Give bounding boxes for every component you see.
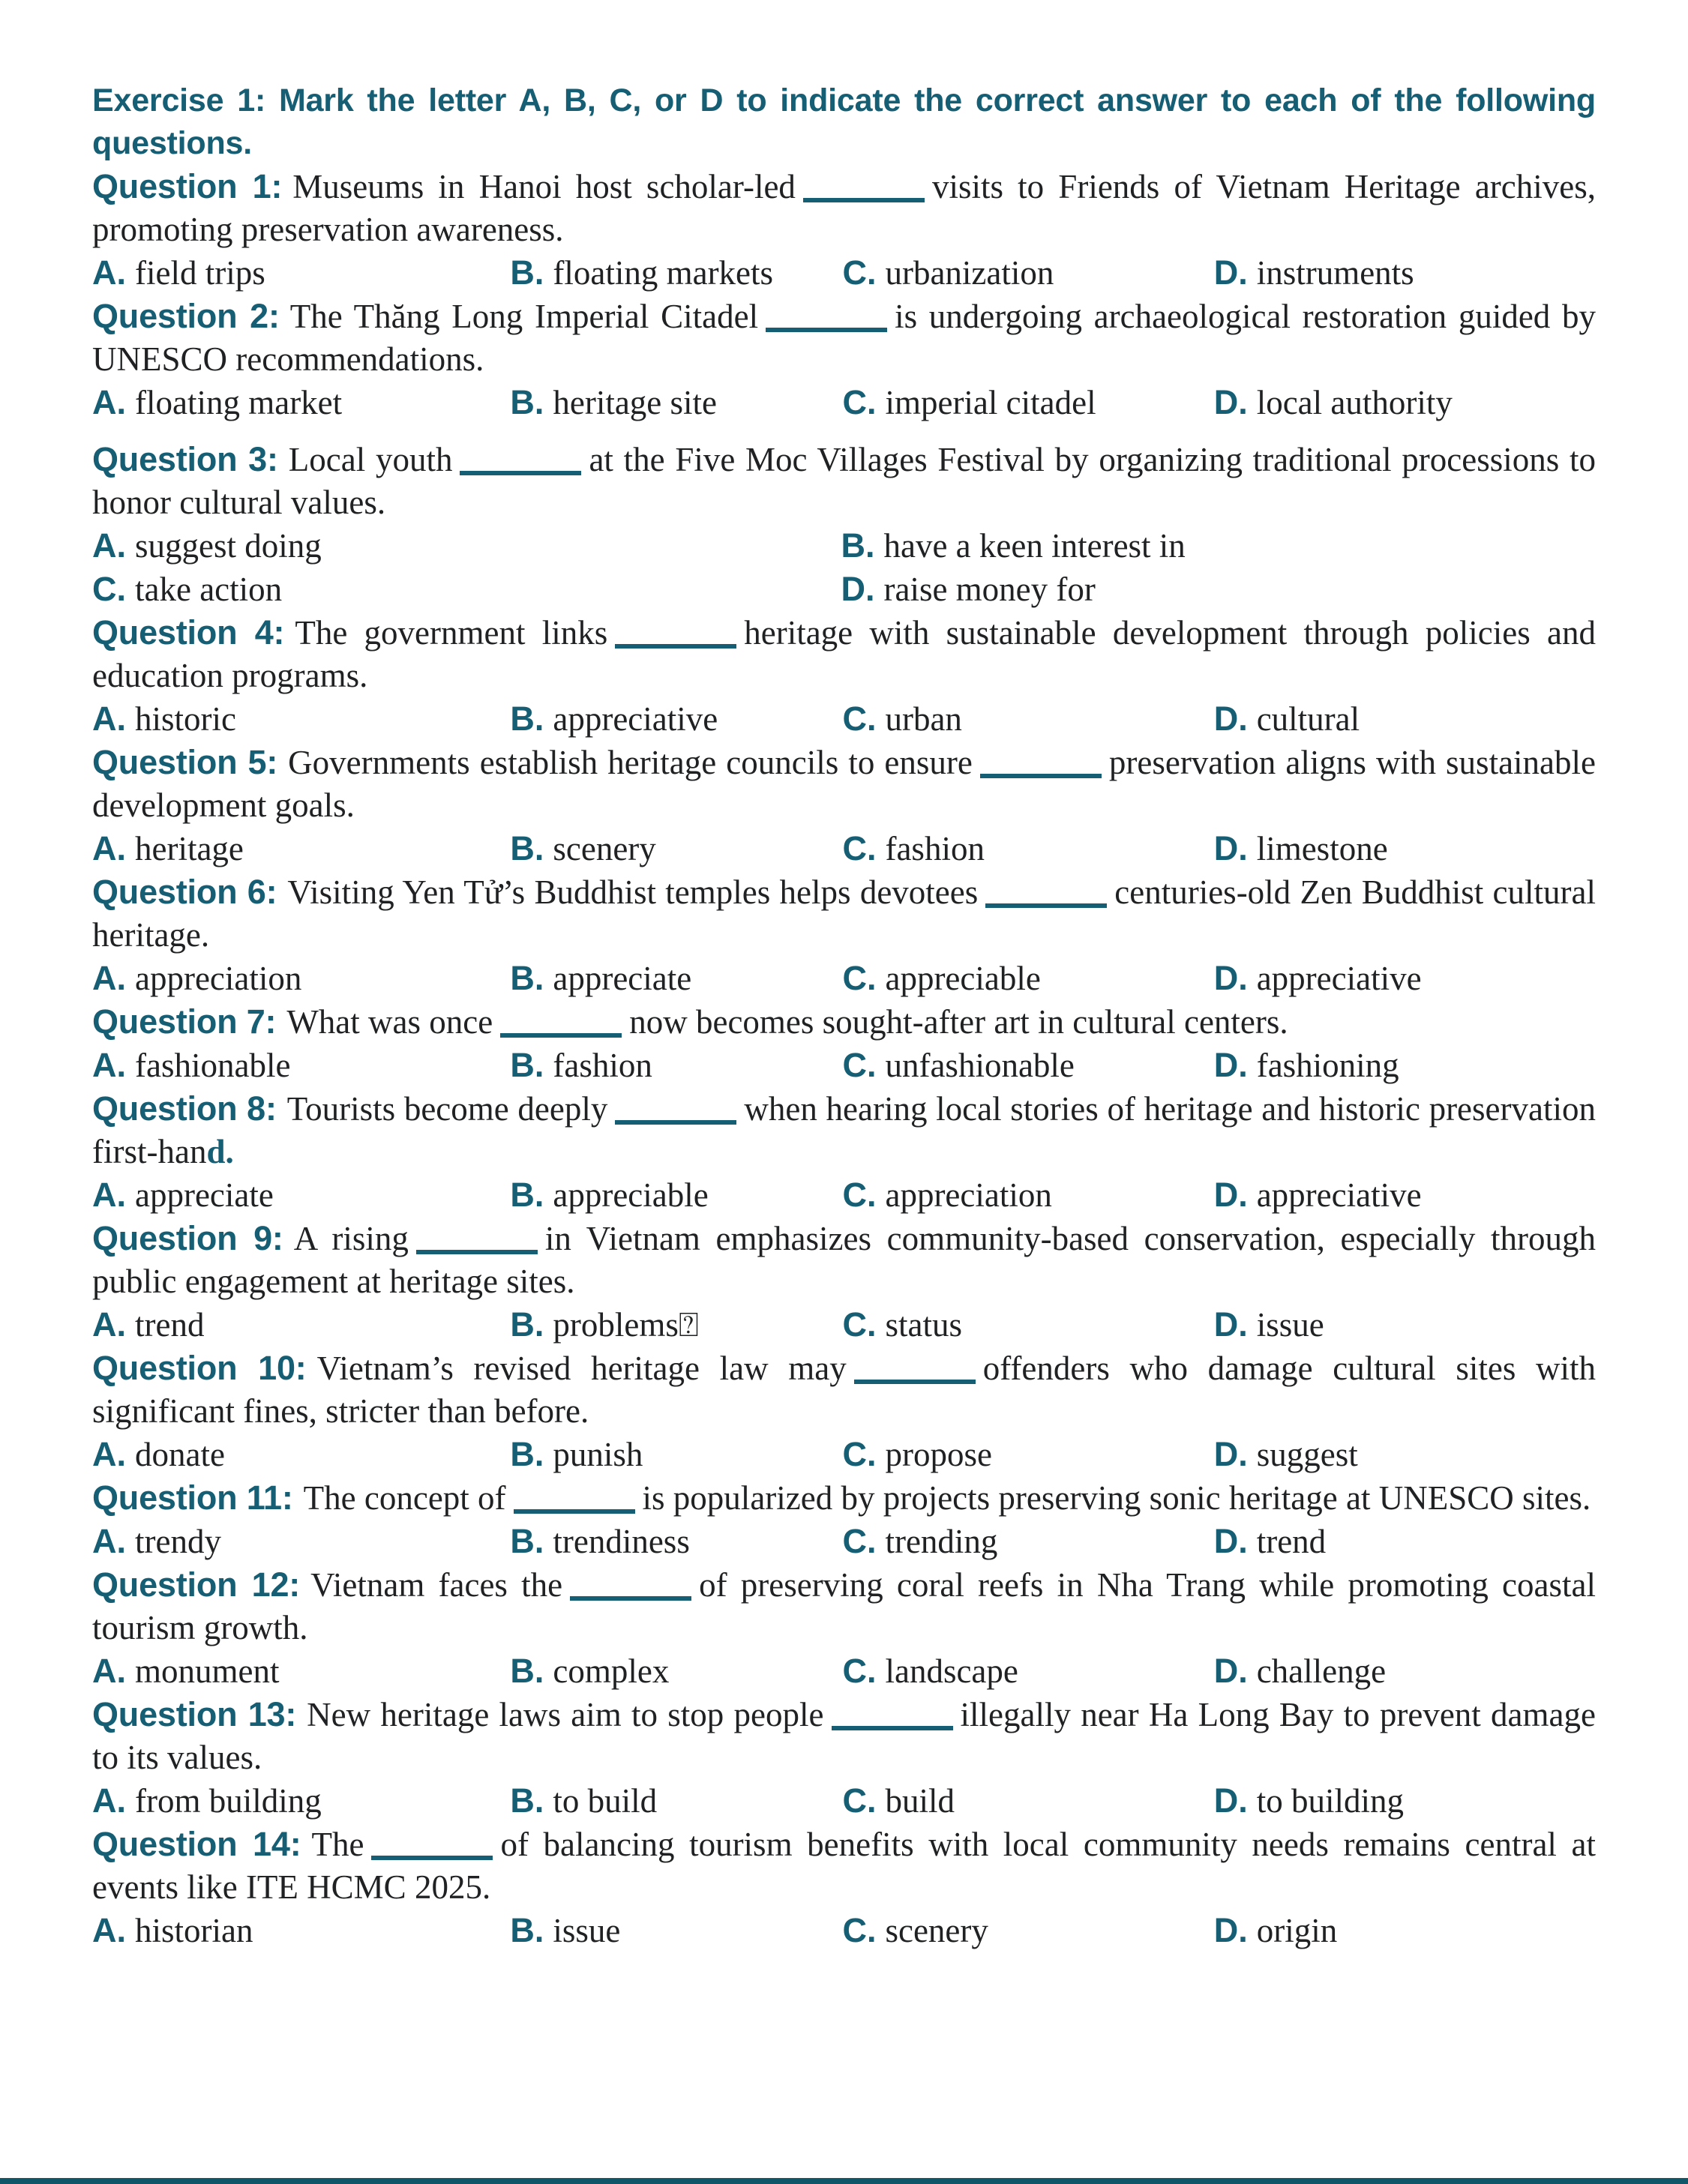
question-pre: The government links	[295, 614, 608, 652]
option	[1214, 697, 1596, 741]
question-label: Question 5:	[92, 743, 278, 781]
option	[842, 1173, 1213, 1217]
option-letter: C.	[842, 959, 877, 997]
question-label: Question 14:	[92, 1825, 301, 1863]
answer-blank	[615, 1111, 736, 1125]
option-letter: A.	[92, 829, 126, 867]
question-post: when hearing local stories of heritage and historic preservation first-han	[92, 1090, 1596, 1170]
question-block	[92, 1087, 1596, 1217]
option-text: suggest doing	[135, 527, 322, 565]
question-text	[92, 1087, 1596, 1173]
question-pre: The Thăng Long Imperial Citadel	[289, 298, 759, 335]
option	[92, 381, 510, 424]
question-post: is popularized by projects preserving sonic heritage at UNESCO sites.	[642, 1479, 1591, 1517]
option-letter: B.	[510, 253, 544, 292]
option	[510, 251, 842, 295]
option-letter: D.	[1213, 1176, 1248, 1214]
options-row	[92, 827, 1596, 870]
question-post-accent: d.	[206, 1133, 234, 1170]
option-text: fashionable	[135, 1047, 291, 1084]
option-letter: A.	[92, 1435, 126, 1473]
options-row	[92, 1909, 1596, 1952]
answer-blank	[980, 765, 1102, 778]
options-row	[92, 957, 1596, 1000]
option-text: trending	[885, 1523, 998, 1560]
question-text	[92, 1563, 1596, 1649]
question-label: Question 4:	[92, 613, 285, 652]
option-text: urban	[885, 700, 962, 738]
option	[92, 1303, 510, 1347]
option-text: limestone	[1256, 830, 1388, 867]
option-letter: D.	[1213, 1522, 1248, 1560]
question-block	[92, 870, 1596, 1000]
option-letter: D.	[1213, 253, 1248, 292]
question-text	[92, 870, 1596, 957]
options-row	[92, 1303, 1596, 1347]
option-text: trendy	[135, 1523, 221, 1560]
option-text: historic	[135, 700, 236, 738]
question-block	[92, 1347, 1596, 1476]
option-text: heritage	[135, 830, 244, 867]
option-text: floating markets	[553, 254, 774, 292]
option	[1214, 1520, 1596, 1563]
option	[1214, 1649, 1596, 1693]
question-label: Question 3:	[92, 440, 278, 478]
option-letter: C.	[842, 253, 877, 292]
option-text: imperial citadel	[885, 384, 1096, 421]
answer-blank	[416, 1241, 538, 1254]
option-letter: D.	[1213, 700, 1248, 738]
question-pre: New heritage laws aim to stop people	[307, 1696, 824, 1733]
question-pre: A rising	[293, 1220, 409, 1257]
option-text: trend	[135, 1306, 205, 1344]
question-text	[92, 1476, 1596, 1520]
option	[92, 1433, 510, 1476]
answer-blank	[803, 189, 925, 202]
answer-blank	[460, 462, 581, 475]
option-text: origin	[1256, 1912, 1338, 1949]
option	[841, 524, 1596, 568]
option-letter: A.	[92, 1176, 126, 1214]
option-text: floating market	[135, 384, 343, 421]
question-pre: Governments establish heritage councils to ensure	[288, 744, 973, 781]
option	[510, 1649, 842, 1693]
question-post: offenders who damage cultural sites with significant fines, stricter than before.	[92, 1350, 1596, 1430]
option-text: fashion	[553, 1047, 652, 1084]
option-letter: D.	[1213, 1781, 1248, 1820]
options-row	[92, 1779, 1596, 1823]
question-label: Question 13:	[92, 1695, 297, 1733]
option-text: fashioning	[1256, 1047, 1399, 1084]
question-label: Question 11:	[92, 1478, 293, 1517]
question-label: Question 6:	[92, 873, 277, 911]
option-text: trendiness	[553, 1523, 690, 1560]
question-post: at the Five Moc Villages Festival by organizing traditional processions to honor cultural values.	[92, 441, 1596, 521]
question-post: heritage with sustainable development through policies and education programs.	[92, 614, 1596, 694]
option-text: issue	[553, 1912, 621, 1949]
options-row	[92, 1173, 1596, 1217]
option-text: historian	[135, 1912, 253, 1949]
option-text: fashion	[885, 830, 985, 867]
option	[510, 1909, 842, 1952]
option-text: appreciate	[553, 960, 692, 997]
question-text	[92, 438, 1596, 524]
option	[1214, 1044, 1596, 1087]
option-text: heritage site	[553, 384, 718, 421]
option-letter: A.	[92, 1522, 126, 1560]
option	[92, 1779, 510, 1823]
option-letter: C.	[842, 700, 877, 738]
option	[510, 1044, 842, 1087]
option-letter: B.	[510, 829, 544, 867]
answer-blank	[514, 1500, 635, 1514]
options-row	[92, 1433, 1596, 1476]
option-letter: D.	[1213, 1305, 1248, 1344]
option-letter: B.	[510, 700, 544, 738]
option-letter: C.	[842, 1652, 877, 1690]
option-letter: A.	[92, 1781, 126, 1820]
question-block	[92, 611, 1596, 741]
option	[1214, 1909, 1596, 1952]
option	[1214, 381, 1596, 424]
question-pre: The concept of	[303, 1479, 506, 1517]
option	[842, 1433, 1213, 1476]
question-pre: Visiting Yen Tử’s Buddhist temples helps devotees	[287, 873, 979, 911]
option	[1214, 1779, 1596, 1823]
option	[92, 1649, 510, 1693]
question-post: of balancing tourism benefits with local community needs remains central at events like ITE HCMC 2025.	[92, 1826, 1596, 1906]
option-letter: A.	[92, 1652, 126, 1690]
option-letter: D.	[1213, 1911, 1248, 1949]
option	[1214, 1173, 1596, 1217]
options-row	[92, 381, 1596, 424]
option	[842, 1303, 1213, 1347]
option-letter: C.	[842, 1911, 877, 1949]
option-text: to build	[553, 1782, 658, 1820]
option	[1214, 957, 1596, 1000]
option	[92, 1520, 510, 1563]
question-block	[92, 1693, 1596, 1823]
question-text	[92, 611, 1596, 697]
option-text: issue	[1256, 1306, 1324, 1344]
options-row	[92, 1649, 1596, 1693]
option-text: cultural	[1256, 700, 1360, 738]
question-block	[92, 165, 1596, 295]
answer-blank	[832, 1717, 953, 1730]
option	[1214, 251, 1596, 295]
question-label: Question 2:	[92, 297, 280, 335]
option-text: landscape	[885, 1652, 1018, 1690]
question-pre: What was once	[286, 1003, 493, 1041]
answer-blank	[570, 1587, 691, 1601]
option-text: take action	[135, 571, 283, 608]
answer-blank	[854, 1371, 976, 1384]
option-letter: C.	[92, 570, 126, 608]
options-row	[92, 524, 1596, 611]
option-text: appreciative	[1256, 1176, 1422, 1214]
option-letter: A.	[92, 383, 126, 421]
option-letter: A.	[92, 1046, 126, 1084]
option-text: scenery	[885, 1912, 988, 1949]
option	[92, 1173, 510, 1217]
option	[92, 524, 841, 568]
option-text: challenge	[1256, 1652, 1387, 1690]
question-label: Question 1:	[92, 167, 283, 205]
option	[510, 1303, 842, 1347]
option-text: urbanization	[885, 254, 1054, 292]
option	[510, 1520, 842, 1563]
option-text: propose	[885, 1436, 992, 1473]
option-text: complex	[553, 1652, 670, 1690]
question-post: of preserving coral reefs in Nha Trang while promoting coastal tourism growth.	[92, 1566, 1596, 1646]
question-pre: Vietnam’s revised heritage law may	[316, 1350, 847, 1387]
option	[842, 381, 1213, 424]
option	[841, 568, 1596, 611]
option	[92, 827, 510, 870]
option-text: appreciable	[553, 1176, 709, 1214]
option-letter: D.	[841, 570, 875, 608]
option-text: unfashionable	[885, 1047, 1075, 1084]
option-text: from building	[135, 1782, 322, 1820]
option-letter: C.	[842, 1435, 877, 1473]
option-text: appreciation	[135, 960, 302, 997]
question-block	[92, 1000, 1596, 1087]
option	[92, 697, 510, 741]
question-post: centuries-old Zen Buddhist cultural heritage.	[92, 873, 1596, 954]
option-letter: B.	[510, 1522, 544, 1560]
question-pre: The	[311, 1826, 364, 1863]
option	[92, 1909, 510, 1952]
answer-blank	[500, 1024, 622, 1038]
option	[842, 251, 1213, 295]
answer-blank	[615, 635, 736, 649]
option-letter: B.	[510, 1435, 544, 1473]
option	[842, 827, 1213, 870]
question-pre: Tourists become deeply	[286, 1090, 608, 1128]
option-text: instruments	[1256, 254, 1414, 292]
question-pre: Museums in Hanoi host scholar-led	[292, 168, 796, 205]
question-label: Question 7:	[92, 1002, 277, 1041]
answer-blank	[371, 1847, 493, 1860]
question-post: preservation aligns with sustainable development goals.	[92, 744, 1596, 824]
option-letter: A.	[92, 526, 126, 565]
question-text	[92, 741, 1596, 827]
question-post: visits to Friends of Vietnam Heritage archives, promoting preservation awareness.	[92, 168, 1596, 248]
option-letter: D.	[1213, 383, 1248, 421]
option-text: appreciable	[885, 960, 1041, 997]
option-text: appreciative	[1256, 960, 1422, 997]
option	[842, 1520, 1213, 1563]
option	[510, 1433, 842, 1476]
option-letter: B.	[510, 1911, 544, 1949]
option	[842, 1909, 1213, 1952]
option	[842, 1044, 1213, 1087]
option	[1214, 827, 1596, 870]
option-text: have a keen interest in	[883, 527, 1186, 565]
question-block	[92, 741, 1596, 870]
option	[510, 1173, 842, 1217]
option	[842, 1649, 1213, 1693]
question-text	[92, 1347, 1596, 1433]
question-text	[92, 1000, 1596, 1044]
question-text	[92, 1693, 1596, 1779]
option-letter: D.	[1213, 1435, 1248, 1473]
option-text: suggest	[1256, 1436, 1358, 1473]
footer-bar	[0, 2178, 1688, 2184]
option	[510, 1779, 842, 1823]
options-row	[92, 1520, 1596, 1563]
option-text: scenery	[553, 830, 656, 867]
option-letter: B.	[510, 1046, 544, 1084]
question-block	[92, 1563, 1596, 1693]
question-text	[92, 1823, 1596, 1909]
option-letter: B.	[841, 526, 875, 565]
option-letter: A.	[92, 253, 126, 292]
question-label: Question 10:	[92, 1349, 307, 1387]
question-post: is undergoing archaeological restoration guided by UNESCO recommendations.	[92, 298, 1596, 378]
option-letter: C.	[842, 1046, 877, 1084]
question-post: now becomes sought-after art in cultural centers.	[629, 1003, 1288, 1041]
option	[842, 957, 1213, 1000]
option-letter: B.	[510, 1652, 544, 1690]
option-letter: D.	[1213, 1046, 1248, 1084]
question-block	[92, 1476, 1596, 1563]
option-letter: D.	[1213, 1652, 1248, 1690]
option	[1214, 1303, 1596, 1347]
question-block	[92, 295, 1596, 424]
option-letter: A.	[92, 700, 126, 738]
option-letter: C.	[842, 1522, 877, 1560]
question-pre: Local youth	[288, 441, 453, 478]
exercise-heading: Exercise 1: Mark the letter A, B, C, or D to indicate the correct answer to each of the following questions.	[92, 82, 1596, 161]
option-letter: C.	[842, 1305, 877, 1344]
option-letter: A.	[92, 959, 126, 997]
answer-blank	[766, 319, 887, 332]
option	[92, 568, 841, 611]
options-row	[92, 697, 1596, 741]
option	[510, 957, 842, 1000]
question-post: in Vietnam emphasizes community-based conservation, especially through public engagement at heritage sites.	[92, 1220, 1596, 1300]
question-block	[92, 438, 1596, 611]
option	[92, 251, 510, 295]
question-pre: Vietnam faces the	[310, 1566, 563, 1604]
option-letter: B.	[510, 1176, 544, 1214]
option	[92, 1044, 510, 1087]
question-text	[92, 295, 1596, 381]
option-text: raise money for	[883, 571, 1096, 608]
question-text	[92, 1217, 1596, 1303]
option	[1214, 1433, 1596, 1476]
question-block	[92, 1217, 1596, 1347]
option-text: trend	[1256, 1523, 1327, 1560]
option	[842, 1779, 1213, 1823]
option-text: appreciative	[553, 700, 718, 738]
option-text: donate	[135, 1436, 225, 1473]
option-text: field trips	[135, 254, 265, 292]
option-letter: D.	[1213, 829, 1248, 867]
option-letter: D.	[1213, 959, 1248, 997]
option	[510, 827, 842, 870]
options-row	[92, 1044, 1596, 1087]
question-label: Question 12:	[92, 1565, 301, 1604]
option-text: local authority	[1256, 384, 1453, 421]
option-letter: C.	[842, 383, 877, 421]
question-list	[92, 165, 1596, 1952]
answer-blank	[985, 894, 1107, 908]
option-text: monument	[135, 1652, 280, 1690]
options-row	[92, 251, 1596, 295]
question-text	[92, 165, 1596, 251]
option	[510, 381, 842, 424]
option	[510, 697, 842, 741]
option-letter: A.	[92, 1911, 126, 1949]
question-post: illegally near Ha Long Bay to prevent damage to its values.	[92, 1696, 1596, 1776]
option-letter: C.	[842, 1176, 877, 1214]
option-text: build	[885, 1782, 955, 1820]
option-text: appreciation	[885, 1176, 1052, 1214]
option-text: problems⍰	[553, 1306, 699, 1344]
option-letter: B.	[510, 1305, 544, 1344]
option-text: appreciate	[135, 1176, 274, 1214]
option-letter: C.	[842, 829, 877, 867]
option-letter: A.	[92, 1305, 126, 1344]
option-text: punish	[553, 1436, 643, 1473]
question-label: Question 8:	[92, 1089, 277, 1128]
question-block	[92, 1823, 1596, 1952]
option	[92, 957, 510, 1000]
option-letter: B.	[510, 1781, 544, 1820]
question-label: Question 9:	[92, 1219, 283, 1257]
option-text: to building	[1256, 1782, 1404, 1820]
option	[842, 697, 1213, 741]
option-letter: C.	[842, 1781, 877, 1820]
option-letter: B.	[510, 959, 544, 997]
option-text: status	[885, 1306, 962, 1344]
option-letter: B.	[510, 383, 544, 421]
